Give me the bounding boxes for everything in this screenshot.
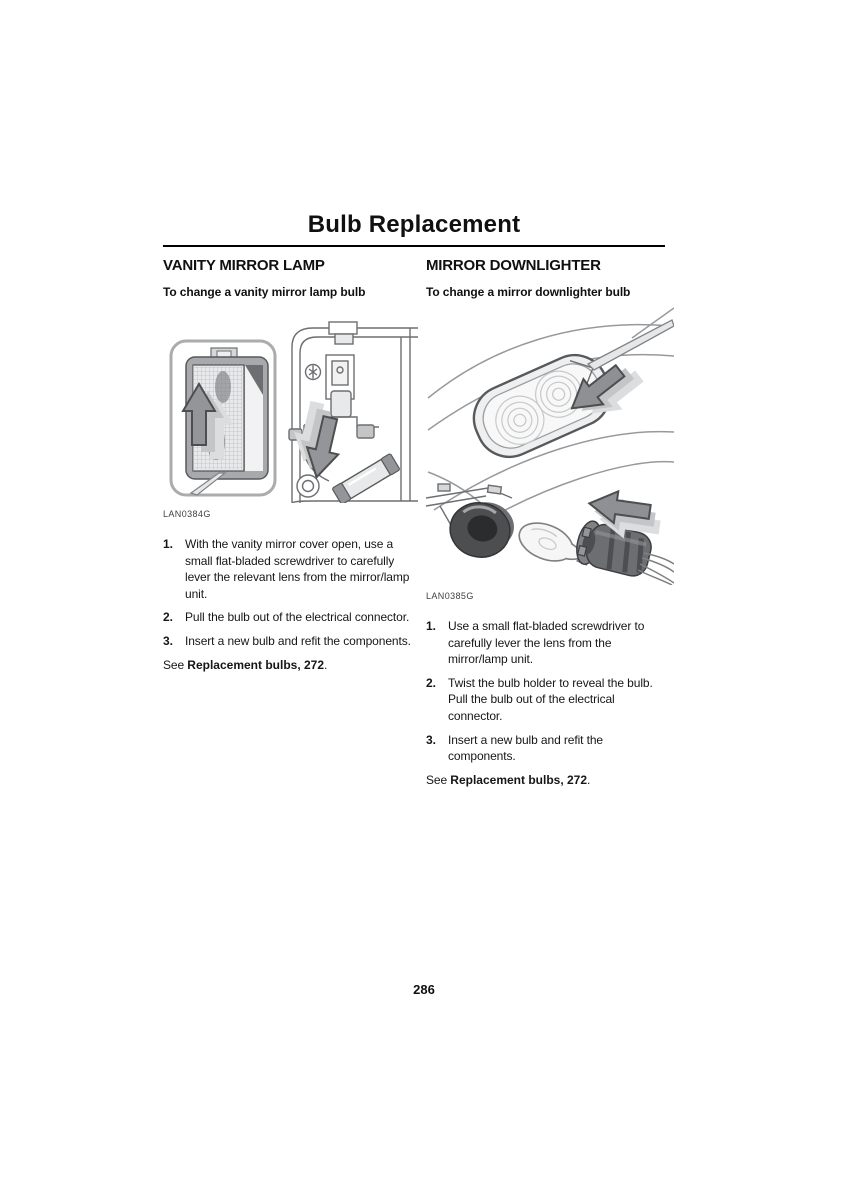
see-suffix: . bbox=[324, 657, 328, 672]
column-vanity-mirror-lamp bbox=[163, 257, 415, 673]
figure-caption: LAN0385G bbox=[426, 591, 474, 601]
step-number: 2. bbox=[426, 675, 437, 690]
step-item bbox=[426, 618, 665, 668]
step-number: 3. bbox=[163, 633, 174, 648]
step-text: Pull the bulb out of the electrical connector. bbox=[185, 610, 410, 625]
step-text: Insert a new bulb and refit the components. bbox=[448, 732, 603, 764]
step-item bbox=[163, 536, 415, 602]
page-number: 286 bbox=[413, 982, 435, 997]
step-number: 1. bbox=[426, 619, 437, 633]
step-text: Use a small flat-bladed screwdriver to carefully lever the lens from the mirror/lamp unit. bbox=[448, 619, 645, 667]
section-subheading: To change a mirror downlighter bulb bbox=[426, 285, 631, 299]
bulb-holder-ring bbox=[445, 495, 518, 563]
see-reference: Replacement bulbs, 272 bbox=[450, 772, 588, 787]
step-item bbox=[163, 633, 415, 650]
vanity-mirror-lamp-figure bbox=[161, 315, 415, 503]
section-heading: MIRROR DOWNLIGHTER bbox=[426, 257, 601, 274]
step-text: With the vanity mirror cover open, use a small flat-bladed screwdriver to carefully lever the relevant lens from the mirror/lamp unit. bbox=[185, 537, 410, 601]
see-prefix: See bbox=[426, 772, 451, 787]
cross-reference bbox=[426, 772, 665, 789]
title-rule bbox=[163, 245, 665, 247]
section-heading: VANITY MIRROR LAMP bbox=[163, 257, 325, 274]
screw-boss-bottom bbox=[297, 475, 319, 497]
lens-inset bbox=[171, 341, 275, 495]
figure-caption: LAN0384G bbox=[163, 509, 211, 519]
mirror-downlighter-figure bbox=[426, 302, 665, 585]
see-suffix: . bbox=[587, 772, 591, 787]
festoon-bulb bbox=[332, 453, 400, 503]
section-subheading: To change a vanity mirror lamp bulb bbox=[163, 285, 366, 299]
see-reference: Replacement bulbs, 272 bbox=[187, 657, 325, 672]
step-item bbox=[426, 732, 665, 765]
instruction-steps bbox=[163, 536, 415, 650]
screw-boss bbox=[306, 365, 321, 380]
instruction-steps bbox=[426, 618, 665, 765]
step-item bbox=[163, 609, 415, 626]
mirror-downlighter-illustration bbox=[426, 302, 674, 585]
column-mirror-downlighter bbox=[426, 257, 665, 788]
page-title: Bulb Replacement bbox=[307, 211, 521, 238]
step-item bbox=[426, 675, 665, 725]
see-prefix: See bbox=[163, 657, 188, 672]
step-number: 1. bbox=[163, 537, 174, 551]
cross-reference bbox=[163, 657, 415, 674]
step-number: 2. bbox=[163, 610, 174, 625]
screwdriver bbox=[588, 320, 674, 370]
step-text: Twist the bulb holder to reveal the bulb. Pull the bulb out of the electrical connector. bbox=[448, 675, 653, 723]
step-number: 3. bbox=[426, 732, 437, 747]
step-text: Insert a new bulb and refit the components. bbox=[185, 633, 411, 648]
vanity-mirror-lamp-illustration bbox=[161, 315, 418, 503]
page-content bbox=[163, 211, 665, 787]
